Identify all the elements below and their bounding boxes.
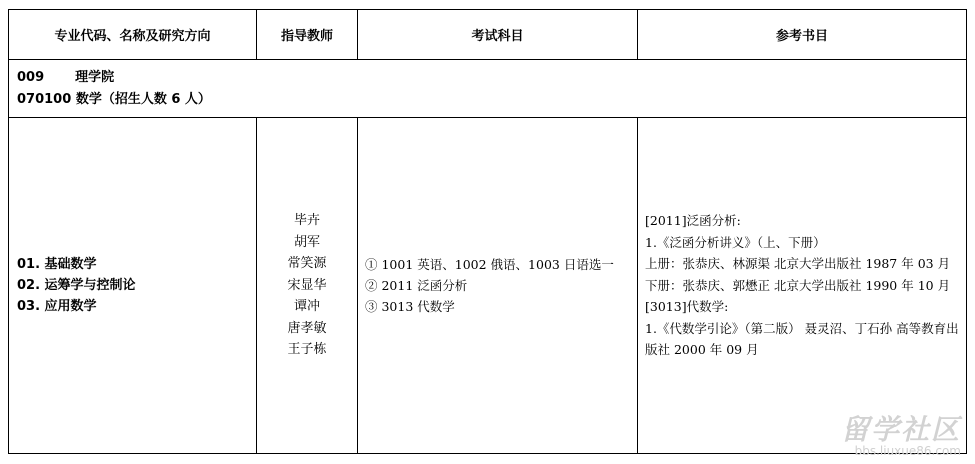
subject-item: ① 1001 英语、1002 俄语、1003 日语选一 bbox=[365, 257, 614, 272]
book-line: 上册：张恭庆、林源渠 北京大学出版社 1987 年 03 月 bbox=[645, 256, 951, 272]
department-cell bbox=[9, 60, 967, 118]
header-books: 参考书目 bbox=[638, 10, 967, 60]
advisor-name: 谭冲 bbox=[293, 299, 320, 315]
program-row bbox=[9, 118, 967, 454]
watermark-logo: 留学社区 bbox=[840, 413, 961, 446]
direction-item: 02. 运筹学与控制论 bbox=[17, 278, 136, 293]
subject-item: ③ 3013 代数学 bbox=[365, 299, 455, 314]
directions-cell bbox=[9, 118, 257, 454]
major-name: 数学（招生人数 6 人） bbox=[75, 91, 211, 107]
books-cell bbox=[638, 118, 967, 454]
department-name: 理学院 bbox=[75, 69, 115, 85]
department-row bbox=[9, 60, 967, 118]
advisors-cell bbox=[257, 118, 358, 454]
department-line bbox=[17, 67, 966, 89]
department-code: 009 bbox=[17, 69, 45, 85]
book-line: [3013]代数学: bbox=[645, 299, 729, 315]
direction-item: 03. 应用数学 bbox=[17, 299, 97, 314]
direction-item: 01. 基础数学 bbox=[17, 257, 97, 272]
book-line: 下册：张恭庆、郭懋正 北京大学出版社 1990 年 10 月 bbox=[645, 277, 951, 293]
header-advisor: 指导教师 bbox=[257, 10, 358, 60]
book-line: 1.《代数学引论》（第二版） 聂灵沼、丁石孙 高等教育出版社 2000 年 09 月 bbox=[645, 320, 959, 358]
advisor-name: 宋显华 bbox=[287, 277, 327, 293]
book-line: 1.《泛函分析讲义》（上、下册） bbox=[645, 234, 826, 250]
advisor-name: 王子栋 bbox=[287, 342, 327, 358]
admissions-table bbox=[8, 9, 967, 454]
subject-item: ② 2011 泛函分析 bbox=[365, 278, 468, 293]
header-major: 专业代码、名称及研究方向 bbox=[9, 10, 257, 60]
header-row bbox=[9, 10, 967, 60]
watermark bbox=[841, 408, 961, 458]
major-line bbox=[17, 89, 966, 111]
subjects-cell bbox=[358, 118, 638, 454]
book-line: [2011]泛函分析: bbox=[645, 213, 741, 229]
header-subjects: 考试科目 bbox=[358, 10, 638, 60]
advisor-name: 常笑源 bbox=[287, 256, 327, 272]
watermark-url: bbs.liuxue86.com bbox=[854, 444, 961, 458]
advisor-name: 毕卉 bbox=[293, 213, 320, 229]
advisor-name: 胡军 bbox=[293, 234, 320, 250]
advisor-name: 唐孝敏 bbox=[287, 320, 327, 336]
major-code: 070100 bbox=[17, 91, 72, 107]
